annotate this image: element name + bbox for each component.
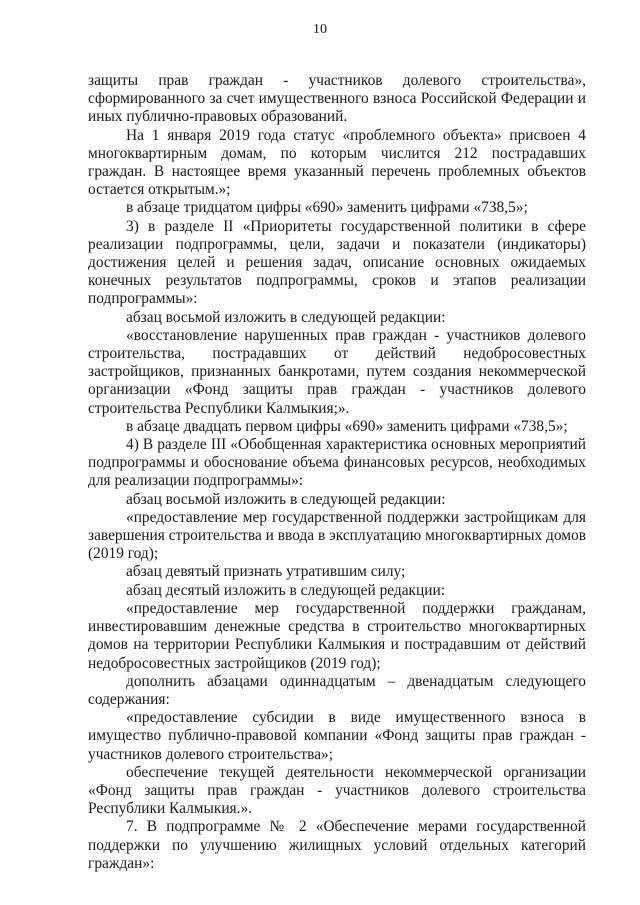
paragraph-11: абзац девятый признать утратившим силу;	[126, 563, 406, 581]
paragraph-10: «предоставление мер государственной поддержки застройщикам для завершения строительства и ввода в эксплуатацию многоквартирных домов (2019 год);	[88, 508, 586, 563]
paragraph-13: «предоставление мер государственной поддержки гражданам, инвестировавшим денежные средства в строительство многоквартирных домов на территории Республики Калмыкия и пострадавшим от действий недобросовестных застройщиков (2019 год);	[88, 599, 586, 672]
paragraph-7: в абзаце двадцать первом цифры «690» заменить цифрами «738,5»;	[126, 417, 568, 435]
paragraph-9: абзац восьмой изложить в следующей редакции:	[126, 490, 446, 508]
paragraph-14: дополнить абзацами одиннадцатым – двенадцатым следующего содержания:	[88, 672, 586, 708]
paragraph-3: в абзаце тридцатом цифры «690» заменить цифрами «738,5»;	[126, 199, 528, 217]
paragraph-6: «восстановление нарушенных прав граждан - участников долевого строительства, пострадавших от действий недобросовестных застройщиков, признанных банкротами, путем создания некоммерческой организации «Фонд защиты прав граждан - участников долевого строительства Республики Калмыкия;».	[88, 326, 586, 417]
paragraph-12: абзац десятый изложить в следующей редакции:	[126, 581, 446, 599]
paragraph-1: защиты прав граждан - участников долевого строительства», сформированного за счет имущественного взноса Российской Федерации и иных публично-правовых образований.	[88, 72, 586, 126]
paragraph-4: 3) в разделе II «Приоритеты государственной политики в сфере реализации подпрограммы, цели, задачи и показатели (индикаторы) достижения целей и решения задач, описание основных ожидаемых конечных результатов подпрограммы, сроков и этапов реализации подпрограммы»:	[88, 217, 586, 308]
paragraph-16: обеспечение текущей деятельности некоммерческой организации «Фонд защиты прав граждан - участников долевого строительства Республики Калмыкия.».	[88, 763, 586, 818]
paragraph-2: На 1 января 2019 года статус «проблемного объекта» присвоен 4 многоквартирным домам, по которым числится 212 пострадавших граждан. В настоящее время указанный перечень проблемных объектов остается открытым.»;	[88, 126, 586, 199]
paragraph-8: 4) В разделе III «Обобщенная характеристика основных мероприятий подпрограммы и обоснование объема финансовых ресурсов, необходимых для реализации подпрограммы»:	[88, 436, 586, 490]
paragraph-17: 7. В подпрограмме № 2 «Обеспечение мерами государственной поддержки по улучшению жилищных условий отдельных категорий граждан»:	[88, 818, 586, 872]
paragraph-5: абзац восьмой изложить в следующей редакции:	[126, 308, 446, 326]
document-body	[88, 72, 586, 873]
page-number: 10	[313, 22, 327, 37]
paragraph-15: «предоставление субсидии в виде имущественного взноса в имущество публично-правовой компании «Фонд защиты прав граждан - участников долевого строительства»;	[88, 709, 586, 763]
